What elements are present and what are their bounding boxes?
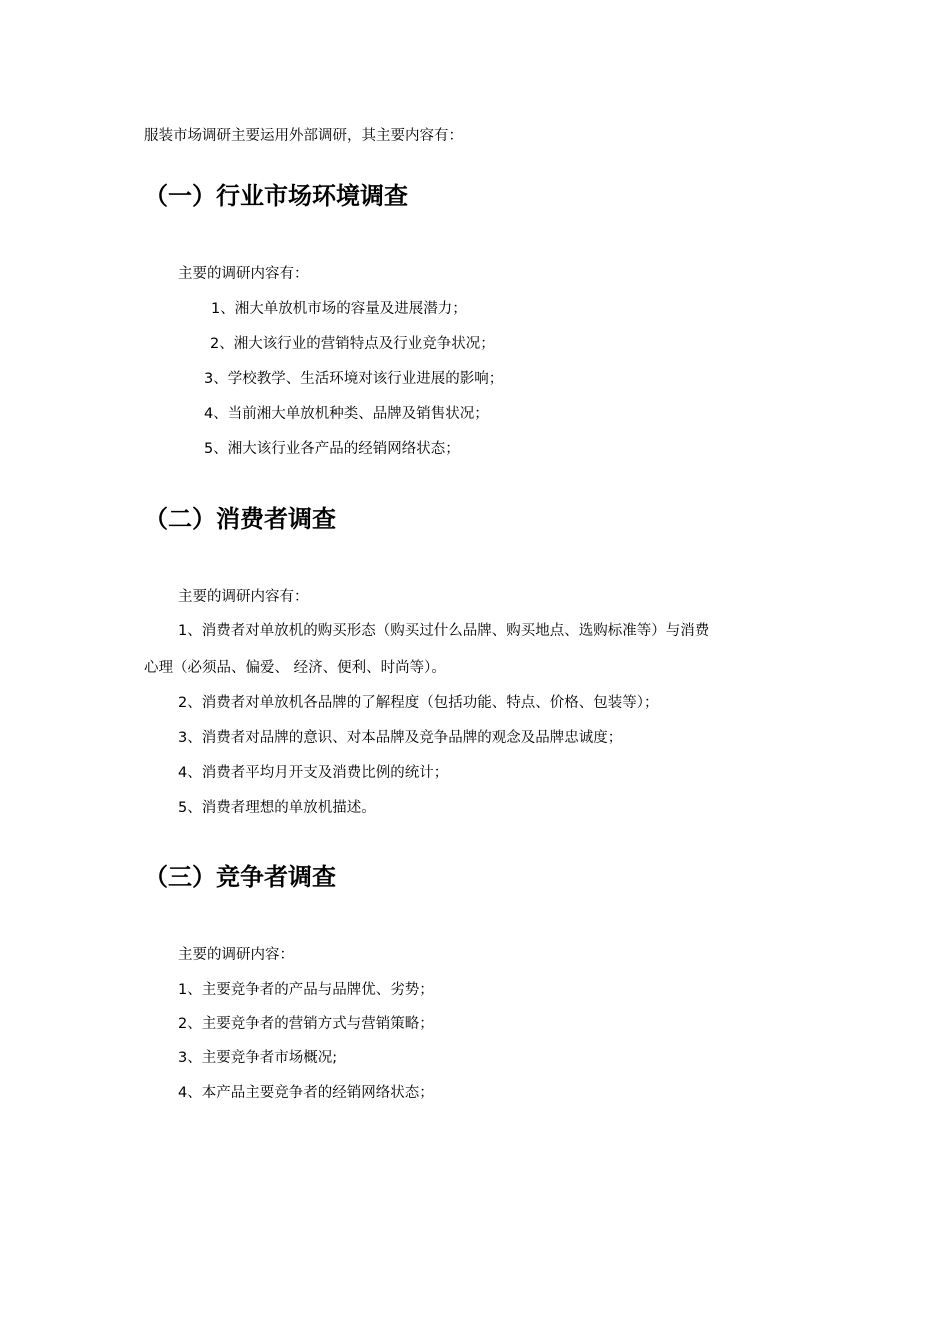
section1-item: 3、学校教学、生活环境对该行业进展的影响； [204, 371, 504, 387]
section2-item: 1、消费者对单放机的购买形态（购买过什么品牌、购买地点、选购标准等）与消费 [178, 623, 710, 639]
section1-item: 1、湘大单放机市场的容量及进展潜力； [211, 301, 467, 317]
section3-item: 4、本产品主要竞争者的经销网络状态； [178, 1085, 434, 1101]
section2-item: 3、消费者对品牌的意识、对本品牌及竞争品牌的观念及品牌忠诚度； [178, 730, 623, 746]
section1-item: 2、湘大该行业的营销特点及行业竞争状况； [210, 336, 495, 352]
section3-heading: （三）竞争者调查 [144, 863, 336, 891]
section2-item: 2、消费者对单放机各品牌的了解程度（包括功能、特点、价格、包装等）； [178, 695, 659, 711]
section3-item: 3、主要竞争者市场概况; [178, 1050, 338, 1066]
section2-heading: （二）消费者调查 [144, 505, 336, 533]
section2-item: 5、消费者理想的单放机描述。 [178, 800, 376, 816]
section2-lead: 主要的调研内容有： [178, 589, 309, 605]
section1-item: 5、湘大该行业各产品的经销网络状态； [204, 441, 460, 457]
section3-item: 1、主要竞争者的产品与品牌优、劣势； [178, 982, 434, 998]
intro-paragraph: 服装市场调研主要运用外部调研，其主要内容有： [144, 128, 463, 144]
section2-item: 4、消费者平均月开支及消费比例的统计； [178, 765, 449, 781]
section1-item: 4、当前湘大单放机种类、品牌及销售状况； [204, 406, 489, 422]
section3-item: 2、主要竞争者的营销方式与营销策略； [178, 1016, 434, 1032]
section2-item-continuation: 心理（必须品、偏爱、 经济、便利、时尚等）。 [144, 660, 446, 676]
section1-heading: （一）行业市场环境调查 [144, 182, 408, 210]
section1-lead: 主要的调研内容有： [178, 266, 309, 282]
section3-lead: 主要的调研内容： [178, 947, 294, 963]
